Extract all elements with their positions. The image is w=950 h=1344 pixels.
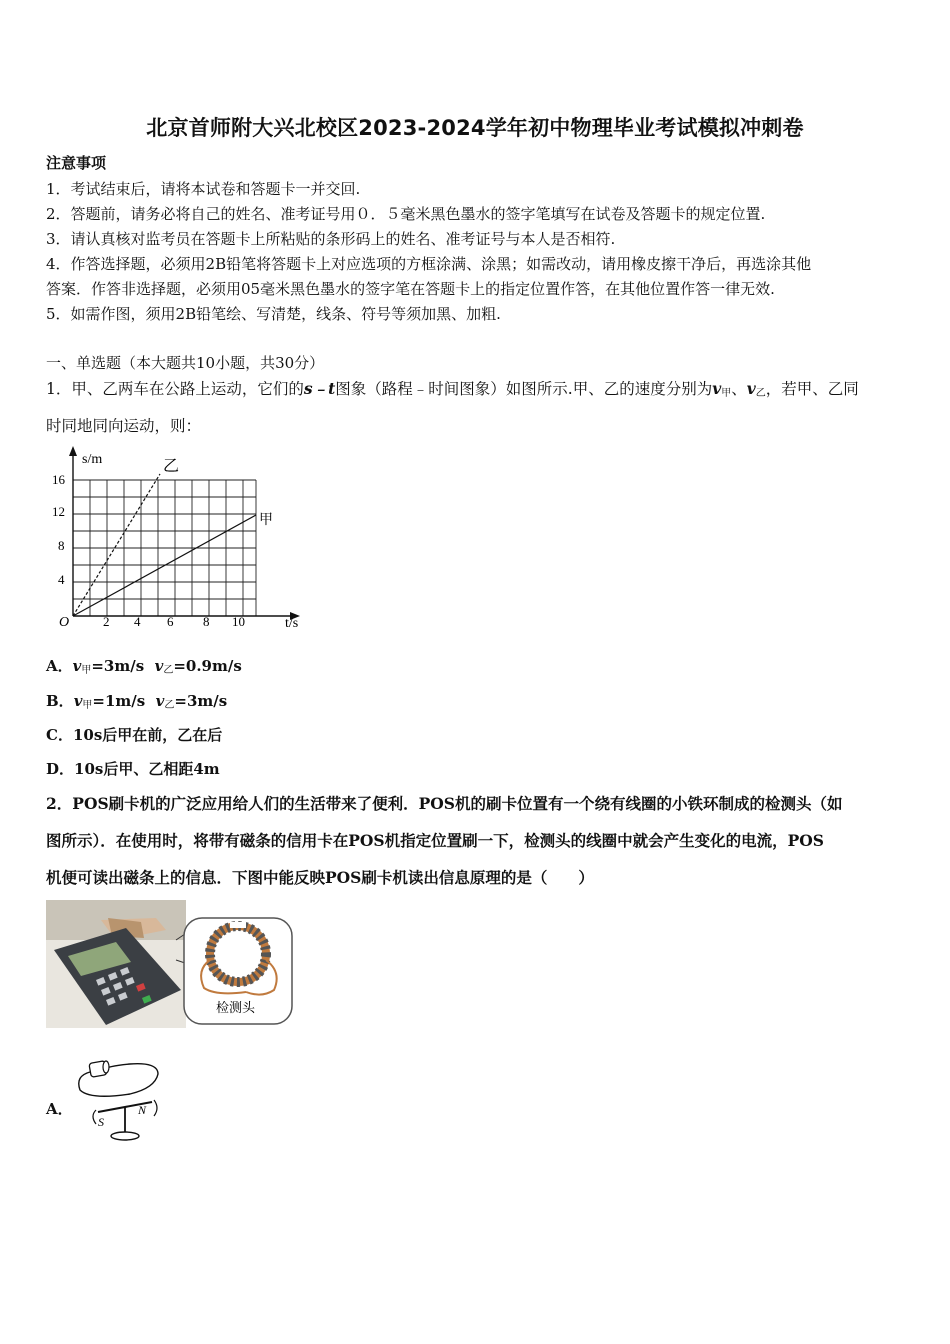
question-2-line-2: 图所示）．在使用时，将带有磁条的信用卡在POS机指定位置刷一下，检测头的线圈中就会产生变化的电流，POS: [46, 831, 824, 850]
question-1-line-1: [46, 377, 859, 399]
q1-line-2-text: 时同地同向运动，则：: [46, 417, 202, 435]
q1-st: s﹣t: [303, 379, 336, 398]
y-tick: 12: [52, 504, 65, 519]
q1-text-c: ，若甲、乙同: [765, 380, 859, 398]
q1-sub-yi: 乙: [755, 388, 766, 399]
q1-option-d[interactable]: D．10s后甲、乙相距4m: [46, 760, 220, 778]
option-sub: 甲: [81, 665, 92, 676]
note-item: 2．答题前，请务必将自己的姓名、准考证号用０．５毫米黑色墨水的签字笔填写在试卷及答题卡的规定位置.: [46, 205, 766, 223]
option-v: v: [72, 657, 82, 675]
note-item: 5．如需作图，须用2B铅笔绘、写清楚，线条、符号等须加黑、加粗.: [46, 305, 501, 323]
compass-coil-figure: [70, 1054, 170, 1149]
st-graph: [52, 444, 312, 634]
option-value: =3m/s: [91, 657, 155, 675]
y-tick: 4: [58, 572, 65, 587]
y-axis-label: s/m: [82, 452, 103, 467]
option-v: v: [155, 692, 165, 710]
line-jia: [73, 515, 256, 616]
q1-text-b: 图象（路程﹣时间图象）如图所示.甲、乙的速度分别为: [335, 380, 713, 398]
option-letter: A．: [46, 657, 73, 675]
x-tick: 8: [203, 614, 210, 629]
question-2-line-3: 机便可读出磁条上的信息．下图中能反映POS刷卡机读出信息原理的是（ ）: [46, 868, 594, 887]
notes-heading: 注意事项: [46, 154, 107, 172]
note-item: 1．考试结束后，请将本试卷和答题卡一并交回.: [46, 180, 361, 198]
option-v: v: [154, 657, 164, 675]
section-heading: 一、单选题（本大题共10小题，共30分）: [46, 354, 325, 372]
x-tick: 6: [167, 614, 174, 629]
q1-sep: 、: [731, 380, 747, 398]
note-item: 答案．作答非选择题，必须用05毫米黑色墨水的签字笔在答题卡上的指定位置作答，在其他位置作答一律无效.: [46, 280, 775, 298]
label-jia: 甲: [259, 513, 273, 528]
origin-label: O: [59, 615, 70, 630]
q1-v1: v: [712, 379, 722, 398]
q1-option-c[interactable]: C．10s后甲在前，乙在后: [46, 726, 223, 744]
y-tick: 16: [52, 472, 65, 487]
question-2-line-1: 2．POS刷卡机的广泛应用给人们的生活带来了便利．POS机的刷卡位置有一个绕有线圈的小铁环制成的检测头（如: [46, 794, 843, 813]
q1-sub-jia: 甲: [721, 388, 732, 399]
x-tick: 2: [103, 614, 110, 629]
needle-s-label: S: [98, 1115, 104, 1129]
y-axis-arrow: [69, 446, 77, 456]
option-sub: 甲: [82, 700, 93, 711]
q2-option-a[interactable]: A．: [46, 1100, 73, 1118]
option-v: v: [73, 692, 83, 710]
q1-text-a: 1．甲、乙两车在公路上运动，它们的: [46, 380, 304, 398]
x-tick: 4: [134, 614, 141, 629]
x-axis-label: t/s: [285, 616, 299, 631]
q1-option-b[interactable]: [46, 690, 227, 711]
q1-option-a[interactable]: [46, 655, 242, 676]
label-yi: 乙: [163, 458, 180, 475]
needle-n-label: N: [138, 1103, 147, 1117]
note-item: 3．请认真核对监考员在答题卡上所粘贴的条形码上的姓名、准考证号与本人是否相符.: [46, 230, 616, 248]
option-value: =1m/s: [92, 692, 156, 710]
option-letter: B．: [46, 692, 74, 710]
option-sub: 乙: [164, 700, 175, 711]
graph-axes: [73, 450, 296, 616]
page-title: 北京首师附大兴北校区2023-2024学年初中物理毕业考试模拟冲刺卷: [146, 116, 804, 140]
pos-machine-figure: [46, 900, 296, 1030]
option-sub: 乙: [163, 665, 174, 676]
option-value: =3m/s: [174, 692, 228, 710]
option-value: =0.9m/s: [173, 657, 242, 675]
question-1-line-2: [46, 414, 201, 436]
y-tick: 8: [58, 538, 65, 553]
line-yi: [73, 474, 160, 616]
graph-grid: [73, 480, 256, 616]
pos-detector-label: 检测头: [216, 1000, 256, 1015]
x-tick: 10: [232, 614, 245, 629]
note-item: 4．作答选择题，必须用2B铅笔将答题卡上对应选项的方框涂满、涂黑；如需改动，请用橡皮擦干净后，再选涂其他: [46, 255, 812, 273]
q1-v2: v: [746, 379, 756, 398]
